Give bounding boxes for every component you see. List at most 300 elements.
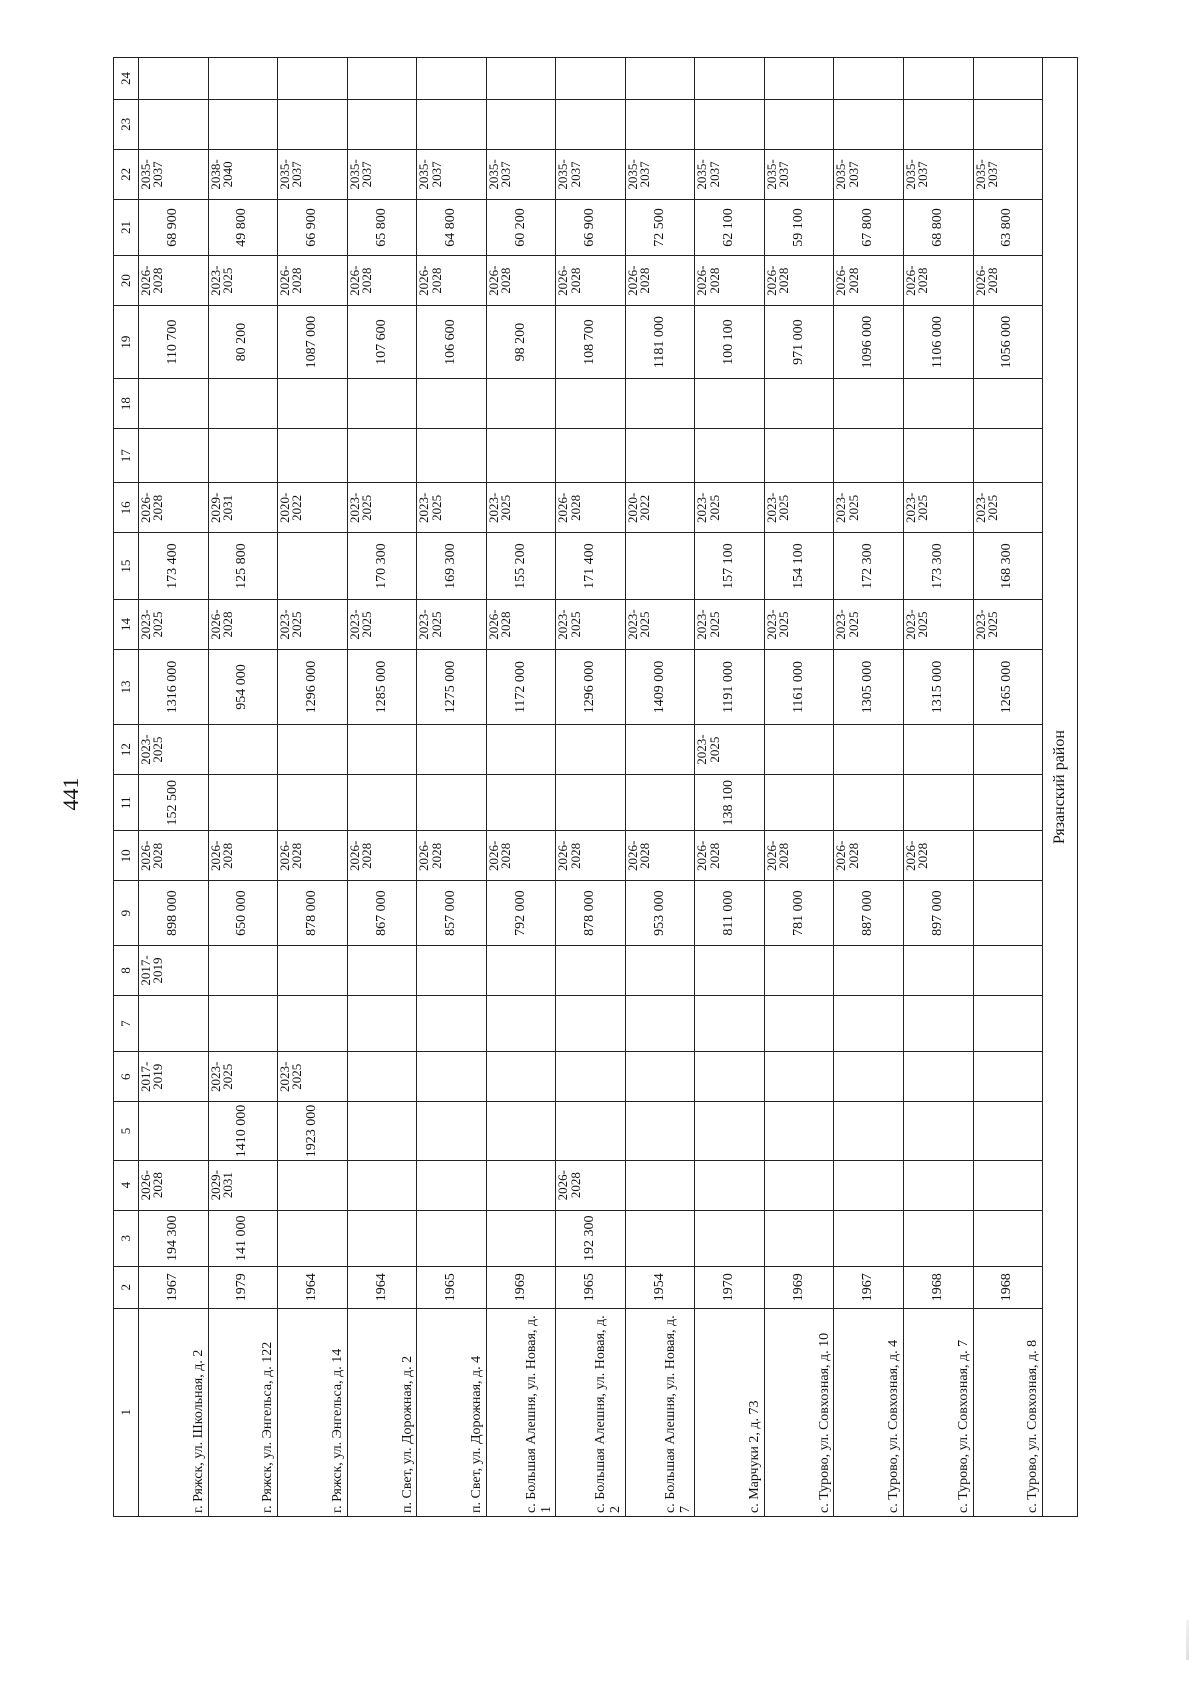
- value-cell: [347, 429, 417, 483]
- value-cell: [764, 1210, 834, 1266]
- capital-repair-table: [113, 57, 1078, 1517]
- column-header: 6: [114, 1052, 139, 1102]
- period-cell: [417, 1052, 487, 1102]
- value-cell: [139, 429, 209, 483]
- value-cell: [208, 429, 278, 483]
- column-header: 15: [114, 533, 139, 600]
- value-cell: [764, 379, 834, 429]
- value-cell: [973, 881, 1043, 946]
- value-cell: 173 400: [139, 533, 209, 600]
- period-cell: 2026-2028: [278, 256, 348, 306]
- table-row: [556, 58, 626, 1517]
- value-cell: [625, 58, 695, 100]
- period-cell: 2023-2025: [417, 600, 487, 650]
- value-cell: [556, 429, 626, 483]
- value-cell: [486, 58, 556, 100]
- value-cell: 1968: [904, 1266, 974, 1308]
- period-cell: [625, 945, 695, 995]
- column-header: 18: [114, 379, 139, 429]
- value-cell: [139, 99, 209, 149]
- table-row: [625, 58, 695, 1517]
- period-cell: 2023-2025: [973, 600, 1043, 650]
- column-header: 2: [114, 1266, 139, 1308]
- period-cell: 2026-2028: [625, 256, 695, 306]
- value-cell: [695, 429, 765, 483]
- value-cell: [556, 1102, 626, 1160]
- period-cell: 2023-2025: [208, 256, 278, 306]
- value-cell: 1967: [139, 1266, 209, 1308]
- column-header: 16: [114, 483, 139, 533]
- address-cell: с. Большая Алешня, ул. Новая, д. 7: [625, 1308, 695, 1516]
- period-cell: 2026-2028: [904, 256, 974, 306]
- value-cell: 867 000: [347, 881, 417, 946]
- period-cell: 2023-2025: [973, 483, 1043, 533]
- value-cell: [556, 995, 626, 1051]
- value-cell: 878 000: [278, 881, 348, 946]
- period-cell: 2026-2028: [764, 256, 834, 306]
- period-cell: 2035-2037: [417, 149, 487, 199]
- value-cell: [347, 99, 417, 149]
- value-cell: 1954: [625, 1266, 695, 1308]
- value-cell: 1923 000: [278, 1102, 348, 1160]
- column-header: 14: [114, 600, 139, 650]
- period-cell: 2026-2028: [347, 256, 417, 306]
- period-cell: [278, 725, 348, 775]
- period-cell: 2026-2028: [417, 256, 487, 306]
- table-row: [278, 58, 348, 1517]
- table-row: [139, 58, 209, 1517]
- table-row: [834, 58, 904, 1517]
- period-cell: 2038-2040: [208, 149, 278, 199]
- table-row: [486, 58, 556, 1517]
- table-row: [764, 58, 834, 1517]
- value-cell: 67 800: [834, 199, 904, 255]
- period-cell: 2035-2037: [764, 149, 834, 199]
- page-number: 441: [58, 777, 83, 811]
- value-cell: [695, 1210, 765, 1266]
- period-cell: 2023-2025: [904, 483, 974, 533]
- period-cell: [486, 1160, 556, 1210]
- period-cell: 2035-2037: [973, 149, 1043, 199]
- value-cell: 1979: [208, 1266, 278, 1308]
- value-cell: 171 400: [556, 533, 626, 600]
- value-cell: 173 300: [904, 533, 974, 600]
- value-cell: [834, 995, 904, 1051]
- value-cell: [834, 429, 904, 483]
- address-cell: г. Ряжск, ул. Энгельса, д. 14: [278, 1308, 348, 1516]
- value-cell: [347, 58, 417, 100]
- value-cell: 154 100: [764, 533, 834, 600]
- period-cell: [486, 725, 556, 775]
- value-cell: [625, 379, 695, 429]
- period-cell: [973, 1160, 1043, 1210]
- period-cell: 2026-2028: [973, 256, 1043, 306]
- address-cell: г. Ряжск, ул. Энгельса, д. 122: [208, 1308, 278, 1516]
- address-cell: с. Турово, ул. Совхозная, д. 4: [834, 1308, 904, 1516]
- period-cell: 2023-2025: [347, 600, 417, 650]
- value-cell: [417, 99, 487, 149]
- value-cell: [973, 775, 1043, 831]
- period-cell: [973, 725, 1043, 775]
- value-cell: 1296 000: [556, 650, 626, 725]
- period-cell: 2023-2025: [417, 483, 487, 533]
- value-cell: 898 000: [139, 881, 209, 946]
- column-header: 17: [114, 429, 139, 483]
- column-header: 8: [114, 945, 139, 995]
- period-cell: [764, 1160, 834, 1210]
- value-cell: 66 900: [556, 199, 626, 255]
- value-cell: [695, 379, 765, 429]
- value-cell: 110 700: [139, 306, 209, 379]
- period-cell: 2020-2022: [625, 483, 695, 533]
- period-cell: 2026-2028: [139, 1160, 209, 1210]
- period-cell: 2023-2025: [834, 600, 904, 650]
- value-cell: [625, 1210, 695, 1266]
- value-cell: 63 800: [973, 199, 1043, 255]
- period-cell: 2026-2028: [556, 1160, 626, 1210]
- period-cell: 2026-2028: [695, 831, 765, 881]
- value-cell: [695, 995, 765, 1051]
- value-cell: [278, 99, 348, 149]
- period-cell: 2026-2028: [556, 256, 626, 306]
- value-cell: 62 100: [695, 199, 765, 255]
- address-cell: с. Большая Алешня, ул. Новая, д. 2: [556, 1308, 626, 1516]
- rotated-table-container: [113, 57, 1078, 1517]
- value-cell: [695, 58, 765, 100]
- value-cell: 194 300: [139, 1210, 209, 1266]
- value-cell: [764, 1102, 834, 1160]
- period-cell: 2023-2025: [625, 600, 695, 650]
- value-cell: [486, 429, 556, 483]
- period-cell: 2017-2019: [139, 1052, 209, 1102]
- period-cell: 2026-2028: [486, 600, 556, 650]
- value-cell: 1410 000: [208, 1102, 278, 1160]
- period-cell: [556, 945, 626, 995]
- period-cell: [904, 1052, 974, 1102]
- period-cell: 2026-2028: [834, 256, 904, 306]
- value-cell: [417, 1102, 487, 1160]
- column-header: 11: [114, 775, 139, 831]
- value-cell: [347, 1102, 417, 1160]
- value-cell: [764, 995, 834, 1051]
- value-cell: [417, 58, 487, 100]
- value-cell: [973, 1210, 1043, 1266]
- value-cell: 897 000: [904, 881, 974, 946]
- period-cell: 2026-2028: [417, 831, 487, 881]
- value-cell: [278, 775, 348, 831]
- value-cell: 152 500: [139, 775, 209, 831]
- column-header: 20: [114, 256, 139, 306]
- address-cell: с. Турово, ул. Совхозная, д. 7: [904, 1308, 974, 1516]
- value-cell: [417, 379, 487, 429]
- period-cell: [556, 725, 626, 775]
- value-cell: 59 100: [764, 199, 834, 255]
- period-cell: [834, 1052, 904, 1102]
- value-cell: 1316 000: [139, 650, 209, 725]
- period-cell: 2023-2025: [208, 1052, 278, 1102]
- value-cell: [764, 58, 834, 100]
- column-header: 7: [114, 995, 139, 1051]
- value-cell: 138 100: [695, 775, 765, 831]
- value-cell: 650 000: [208, 881, 278, 946]
- column-header: 10: [114, 831, 139, 881]
- column-header: 12: [114, 725, 139, 775]
- value-cell: 125 800: [208, 533, 278, 600]
- period-cell: [973, 831, 1043, 881]
- value-cell: [347, 379, 417, 429]
- value-cell: [208, 99, 278, 149]
- value-cell: [834, 1210, 904, 1266]
- period-cell: [904, 945, 974, 995]
- value-cell: [417, 775, 487, 831]
- value-cell: [556, 379, 626, 429]
- period-cell: [764, 725, 834, 775]
- period-cell: [625, 725, 695, 775]
- column-header: 1: [114, 1308, 139, 1516]
- column-header: 19: [114, 306, 139, 379]
- period-cell: 2023-2025: [834, 483, 904, 533]
- value-cell: 107 600: [347, 306, 417, 379]
- value-cell: 155 200: [486, 533, 556, 600]
- value-cell: 878 000: [556, 881, 626, 946]
- value-cell: [973, 995, 1043, 1051]
- period-cell: [834, 945, 904, 995]
- table-row: [208, 58, 278, 1517]
- value-cell: 1315 000: [904, 650, 974, 725]
- value-cell: 887 000: [834, 881, 904, 946]
- period-cell: 2020-2022: [278, 483, 348, 533]
- value-cell: [625, 1102, 695, 1160]
- period-cell: 2026-2028: [486, 256, 556, 306]
- period-cell: [278, 1160, 348, 1210]
- value-cell: 1191 000: [695, 650, 765, 725]
- address-cell: с. Большая Алешня, ул. Новая, д. 1: [486, 1308, 556, 1516]
- address-cell: г. Ряжск, ул. Школьная, д. 2: [139, 1308, 209, 1516]
- column-header: 3: [114, 1210, 139, 1266]
- period-cell: 2023-2025: [695, 600, 765, 650]
- period-cell: 2035-2037: [278, 149, 348, 199]
- period-cell: 2035-2037: [625, 149, 695, 199]
- value-cell: [139, 1102, 209, 1160]
- value-cell: 1285 000: [347, 650, 417, 725]
- value-cell: [834, 99, 904, 149]
- period-cell: [625, 1052, 695, 1102]
- table-row: [417, 58, 487, 1517]
- period-cell: 2026-2028: [347, 831, 417, 881]
- value-cell: 1964: [347, 1266, 417, 1308]
- value-cell: 1096 000: [834, 306, 904, 379]
- period-cell: 2023-2025: [904, 600, 974, 650]
- value-cell: [417, 429, 487, 483]
- value-cell: 971 000: [764, 306, 834, 379]
- value-cell: [904, 99, 974, 149]
- value-cell: [486, 99, 556, 149]
- table-row: [695, 58, 765, 1517]
- address-cell: п. Свет, ул. Дорожная, д. 2: [347, 1308, 417, 1516]
- column-header: 4: [114, 1160, 139, 1210]
- value-cell: 157 100: [695, 533, 765, 600]
- value-cell: 792 000: [486, 881, 556, 946]
- period-cell: 2023-2025: [278, 1052, 348, 1102]
- value-cell: [625, 429, 695, 483]
- value-cell: [278, 429, 348, 483]
- period-cell: 2029-2031: [208, 1160, 278, 1210]
- period-cell: [973, 1052, 1043, 1102]
- value-cell: 1056 000: [973, 306, 1043, 379]
- value-cell: 781 000: [764, 881, 834, 946]
- period-cell: 2035-2037: [486, 149, 556, 199]
- value-cell: 68 800: [904, 199, 974, 255]
- value-cell: [904, 775, 974, 831]
- region-row: [1043, 58, 1078, 1517]
- value-cell: 1970: [695, 1266, 765, 1308]
- value-cell: [904, 1210, 974, 1266]
- column-header: 21: [114, 199, 139, 255]
- period-cell: [764, 1052, 834, 1102]
- value-cell: [625, 775, 695, 831]
- period-cell: 2023-2025: [764, 483, 834, 533]
- value-cell: [278, 58, 348, 100]
- value-cell: [764, 775, 834, 831]
- value-cell: 1968: [973, 1266, 1043, 1308]
- value-cell: [278, 995, 348, 1051]
- period-cell: 2035-2037: [139, 149, 209, 199]
- value-cell: 65 800: [347, 199, 417, 255]
- value-cell: [904, 1102, 974, 1160]
- period-cell: 2029-2031: [208, 483, 278, 533]
- column-header: 23: [114, 99, 139, 149]
- period-cell: 2023-2025: [695, 725, 765, 775]
- value-cell: 108 700: [556, 306, 626, 379]
- value-cell: [973, 58, 1043, 100]
- value-cell: 49 800: [208, 199, 278, 255]
- value-cell: 64 800: [417, 199, 487, 255]
- period-cell: [417, 945, 487, 995]
- period-cell: 2023-2025: [764, 600, 834, 650]
- value-cell: [834, 775, 904, 831]
- value-cell: 1969: [764, 1266, 834, 1308]
- value-cell: [973, 99, 1043, 149]
- value-cell: [278, 1210, 348, 1266]
- period-cell: [347, 945, 417, 995]
- period-cell: [278, 945, 348, 995]
- value-cell: [139, 995, 209, 1051]
- period-cell: 2026-2028: [834, 831, 904, 881]
- period-cell: [556, 1052, 626, 1102]
- period-cell: 2026-2028: [139, 483, 209, 533]
- period-cell: [417, 1160, 487, 1210]
- value-cell: 172 300: [834, 533, 904, 600]
- value-cell: 72 500: [625, 199, 695, 255]
- value-cell: [486, 1102, 556, 1160]
- value-cell: [347, 775, 417, 831]
- period-cell: [695, 1052, 765, 1102]
- period-cell: [625, 1160, 695, 1210]
- header-row: [114, 58, 139, 1517]
- period-cell: [973, 945, 1043, 995]
- period-cell: 2026-2028: [139, 256, 209, 306]
- region-label: Рязанский район: [1043, 58, 1078, 1517]
- value-cell: [695, 99, 765, 149]
- value-cell: 1965: [556, 1266, 626, 1308]
- value-cell: [278, 379, 348, 429]
- value-cell: 1967: [834, 1266, 904, 1308]
- column-header: 9: [114, 881, 139, 946]
- period-cell: 2035-2037: [556, 149, 626, 199]
- value-cell: 1275 000: [417, 650, 487, 725]
- period-cell: [208, 945, 278, 995]
- value-cell: [347, 1210, 417, 1266]
- period-cell: [417, 725, 487, 775]
- value-cell: [904, 379, 974, 429]
- period-cell: 2023-2025: [278, 600, 348, 650]
- value-cell: [208, 379, 278, 429]
- value-cell: [764, 429, 834, 483]
- value-cell: 954 000: [208, 650, 278, 725]
- value-cell: [486, 775, 556, 831]
- period-cell: 2017-2019: [139, 945, 209, 995]
- value-cell: [486, 379, 556, 429]
- value-cell: [834, 1102, 904, 1160]
- value-cell: [417, 1210, 487, 1266]
- value-cell: 1172 000: [486, 650, 556, 725]
- value-cell: 857 000: [417, 881, 487, 946]
- period-cell: 2035-2037: [695, 149, 765, 199]
- value-cell: [208, 775, 278, 831]
- value-cell: 953 000: [625, 881, 695, 946]
- value-cell: [973, 379, 1043, 429]
- period-cell: 2023-2025: [486, 483, 556, 533]
- value-cell: 1969: [486, 1266, 556, 1308]
- value-cell: 100 100: [695, 306, 765, 379]
- value-cell: 141 000: [208, 1210, 278, 1266]
- value-cell: 1964: [278, 1266, 348, 1308]
- table-row: [347, 58, 417, 1517]
- column-header: 24: [114, 58, 139, 100]
- period-cell: [695, 1160, 765, 1210]
- period-cell: [486, 1052, 556, 1102]
- period-cell: 2026-2028: [556, 483, 626, 533]
- value-cell: 1265 000: [973, 650, 1043, 725]
- period-cell: 2026-2028: [208, 831, 278, 881]
- address-cell: с. Турово, ул. Совхозная, д. 10: [764, 1308, 834, 1516]
- period-cell: 2026-2028: [904, 831, 974, 881]
- value-cell: 98 200: [486, 306, 556, 379]
- value-cell: 811 000: [695, 881, 765, 946]
- period-cell: [764, 945, 834, 995]
- table-row: [904, 58, 974, 1517]
- value-cell: [417, 995, 487, 1051]
- value-cell: 1161 000: [764, 650, 834, 725]
- value-cell: [278, 533, 348, 600]
- period-cell: 2035-2037: [347, 149, 417, 199]
- value-cell: [208, 995, 278, 1051]
- value-cell: 1409 000: [625, 650, 695, 725]
- period-cell: [695, 945, 765, 995]
- value-cell: [208, 58, 278, 100]
- value-cell: [625, 99, 695, 149]
- value-cell: 169 300: [417, 533, 487, 600]
- period-cell: 2035-2037: [834, 149, 904, 199]
- value-cell: [695, 1102, 765, 1160]
- period-cell: 2035-2037: [904, 149, 974, 199]
- period-cell: 2026-2028: [139, 831, 209, 881]
- period-cell: [347, 1052, 417, 1102]
- period-cell: [486, 945, 556, 995]
- period-cell: [904, 1160, 974, 1210]
- period-cell: 2026-2028: [625, 831, 695, 881]
- value-cell: 1296 000: [278, 650, 348, 725]
